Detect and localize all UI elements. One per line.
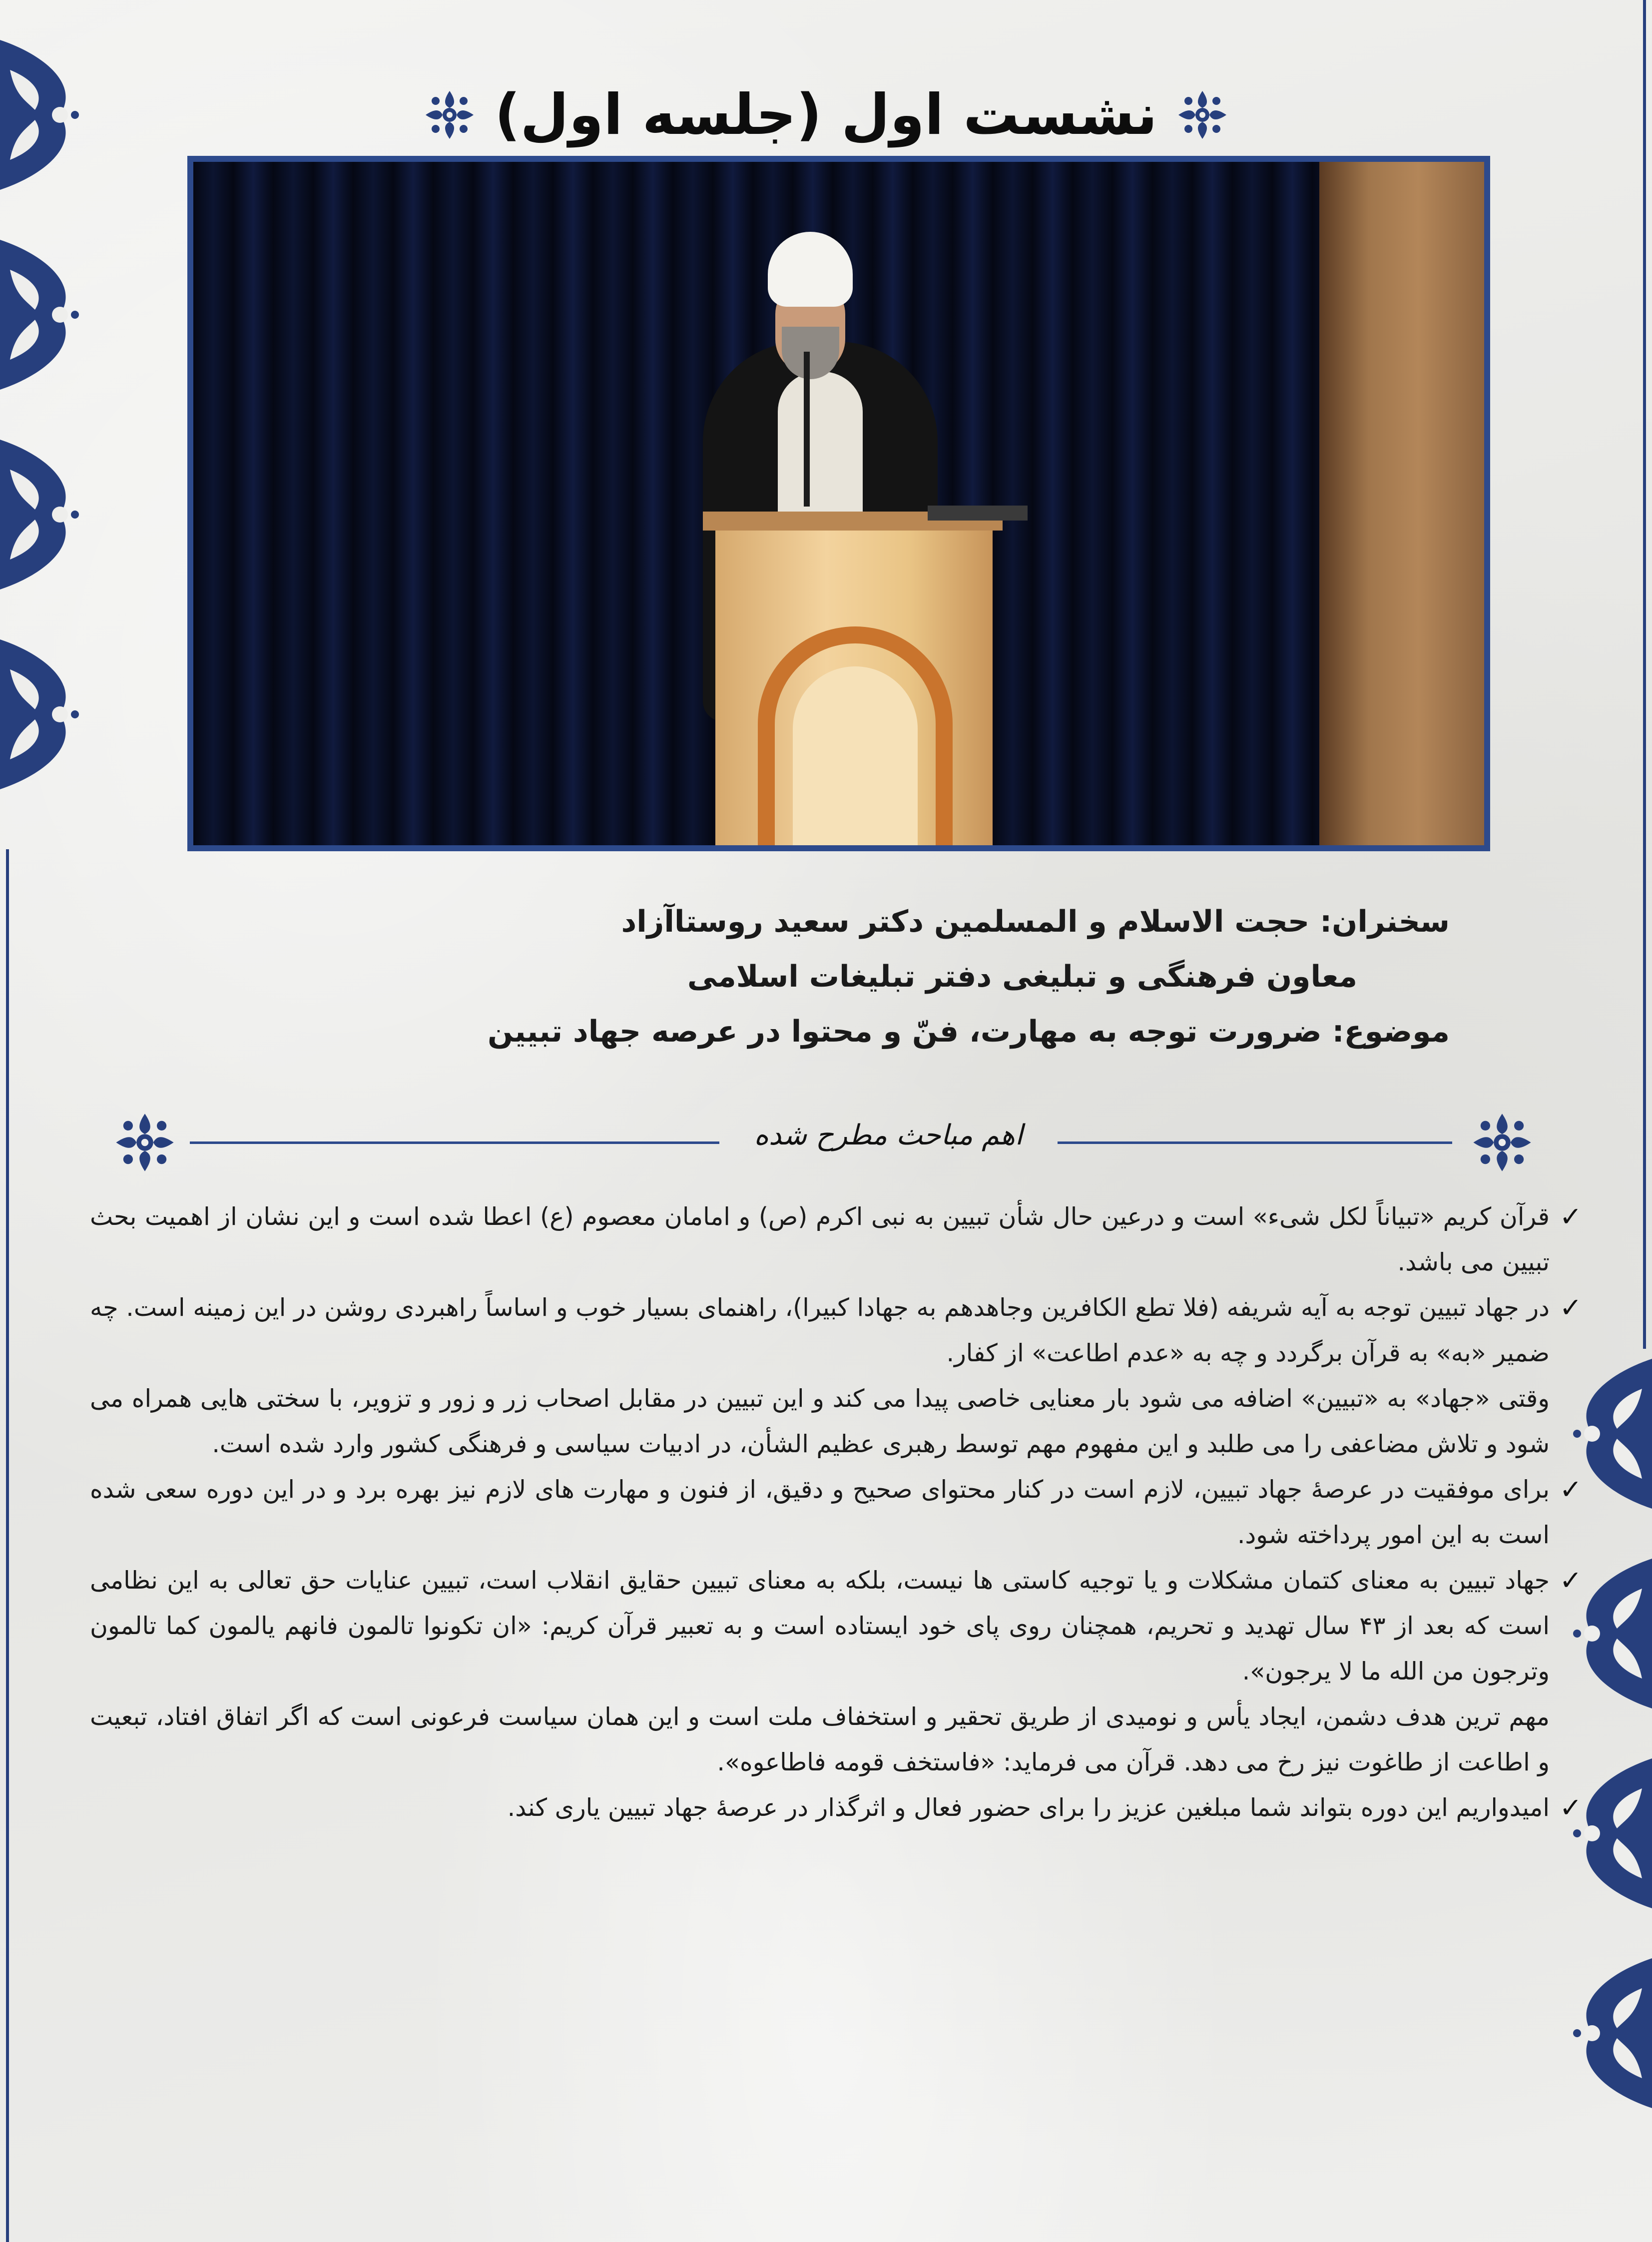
discussion-points [90,1194,1582,1830]
speaker-photo [187,156,1490,851]
page-title: نشست اول (جلسه اول) [495,82,1157,147]
right-border-line-top [1643,0,1646,1349]
left-border-motif-4 [0,639,85,789]
speaker-position: معاون فرهنگی و تبلیغی دفتر تبلیغات اسلامی [687,959,1357,994]
left-border-line [6,849,9,2242]
left-border-motif-3 [0,440,85,589]
list-item-text: در جهاد تبیین توجه به آیه شریفه (فلا تطع الکافرین وجاهدهم به جهادا کبیرا)، راهنمای بسیار خوب و اساساً راهبردی روشن در این زمینه است. چه ضمیر «به» به قرآن برگردد و چه به «عدم اطاعت» از کفار. [90,1293,1550,1367]
list-item-text: قرآن کریم «تبیاناً لکل شیء» است و درعین حال شأن تبیین به نبی اکرم (ص) و امامان معصوم (ع) اعطا شده است و این نشان از اهمیت بحث تبیین می باشد. [90,1202,1550,1276]
right-border-ornaments [1565,0,1652,2242]
microphone [804,352,810,507]
checkmark-icon: ✓ [1559,1474,1582,1505]
list-item [90,1194,1582,1285]
checkmark-icon: ✓ [1559,1792,1582,1823]
list-item [90,1376,1582,1467]
checkmark-icon: ✓ [1559,1565,1582,1596]
list-item-text: برای موفقیت در عرصۀ جهاد تبیین، لازم است در کنار محتوای صحیح و دقیق، از فنون و مهارت های لازم نیز بهره برد و در این دوره سعی شده است به این امور پرداخته شود. [90,1475,1550,1549]
podium-book [928,506,1028,521]
session-info [351,904,1450,1072]
left-border-ornaments [0,0,87,2242]
divider-line-left [190,1141,719,1144]
speaker-name: سخنران: حجت الاسلام و المسلمین دکتر سعید روستاآزاد [621,904,1450,939]
arabesque-medallion-icon [115,1113,175,1172]
list-item-text: مهم ترین هدف دشمن، ایجاد یأس و نومیدی از طریق تحقیر و استخفاف ملت است و این همان سیاست فرعونی است که اگر اتفاق افتاد، تبعیت و اطاعت از طاغوت نیز رخ می دهد. قرآن می فرماید: «فاستخف قومه فاطاعوه». [90,1702,1550,1776]
checkmark-icon: ✓ [1559,1201,1582,1232]
list-item [90,1694,1582,1785]
list-item [90,1467,1582,1558]
right-border-motif-4 [1567,1958,1652,2108]
divider-line-right [1058,1141,1452,1144]
list-item [90,1785,1582,1830]
arabesque-medallion-icon [1177,90,1227,140]
arabesque-medallion-icon [1472,1113,1532,1172]
section-divider [115,1110,1532,1175]
arabesque-medallion-icon [425,90,475,140]
podium-arch-inner [793,666,918,851]
session-topic: موضوع: ضرورت توجه به مهارت، فنّ و محتوا در عرصه جهاد تبیین [488,1014,1450,1049]
list-item-text: امیدواریم این دوره بتواند شما مبلغین عزیز را برای حضور فعال و اثرگذار در عرصۀ جهاد تبیین یاری کند. [507,1793,1550,1822]
list-item-text: جهاد تبیین به معنای کتمان مشکلات و یا توجیه کاستی ها نیست، بلکه به معنای تبیین حقایق انقلاب است، تبیین عنایات حق تعالی به این نظامی است که بعد از ۴۳ سال تهدید و تحریم، همچنان روی پای خود ایستاده است و به تعبیر قرآن کریم: «ان تکونوا تالمون فانهم یالمون کما تالمون وترجون من الله ما لا یرجون». [90,1566,1550,1685]
list-item [90,1285,1582,1376]
stage-wall [1319,162,1484,845]
page-title-row [0,77,1652,152]
left-border-motif-2 [0,240,85,390]
checkmark-icon: ✓ [1559,1292,1582,1323]
section-heading: اهم مباحث مطرح شده [754,1119,1023,1151]
list-item-text: وقتی «جهاد» به «تبیین» اضافه می شود بار معنایی خاصی پیدا می کند و این تبیین در مقابل اصحاب زر و زور و تزویر، با سختی هایی همراه می شود و تلاش مضاعفی را می طلبد و این مفهوم مهم توسط رهبری عظیم الشأن، در ادبیات سیاسی و فرهنگی کشور وارد شده است. [90,1384,1550,1458]
list-item [90,1558,1582,1694]
